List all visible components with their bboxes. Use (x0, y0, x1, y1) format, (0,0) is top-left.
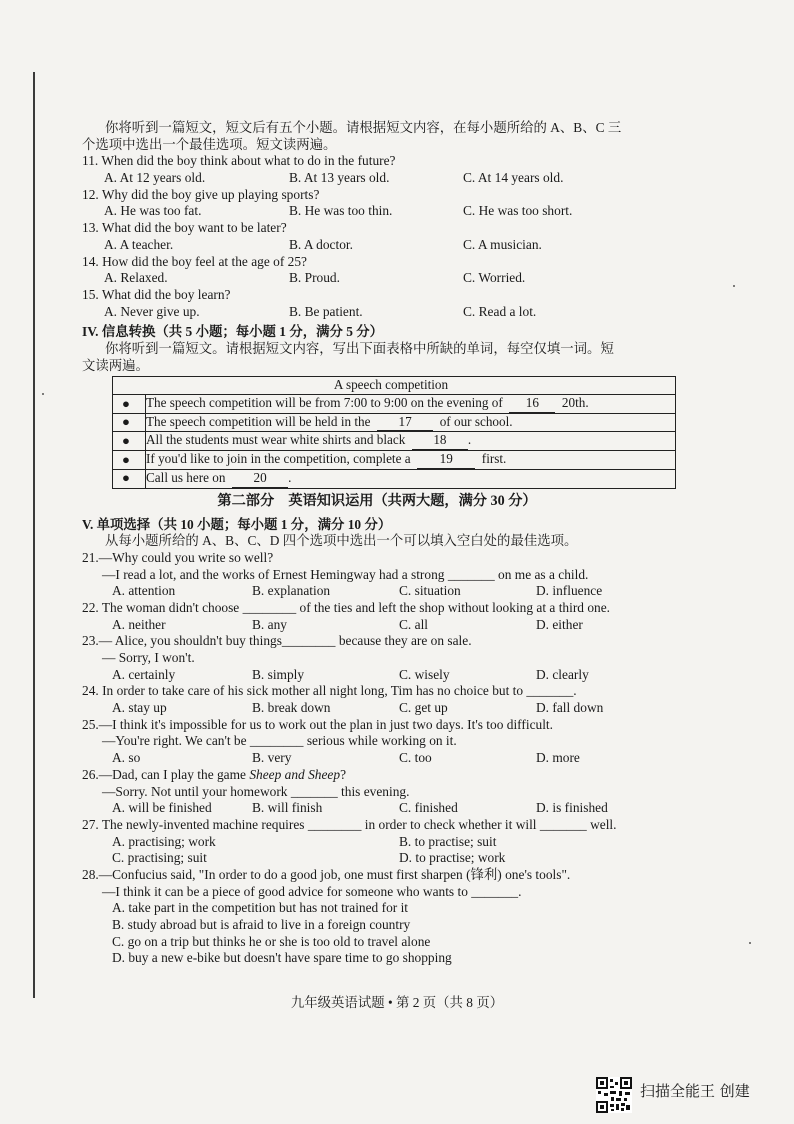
option-b: B. will finish (252, 800, 323, 816)
question-11 (82, 153, 672, 186)
question-14 (82, 254, 672, 287)
option-c: C. too (399, 750, 432, 766)
table-row: ● All the students must wear white shirts and black 18 . (113, 432, 676, 451)
question-24: 24. In order to take care of his sick mother all night long, Tim has no choice but to _______. A. stay up B. break down C. get up D. fall down (82, 683, 604, 716)
option-b: B. study abroad but is afraid to live in a foreign country (112, 917, 411, 933)
option-c: C. get up (399, 700, 448, 716)
game-title: Sheep and Sheep (249, 766, 341, 782)
option-a: A. At 12 years old. (104, 170, 206, 186)
blank-19[interactable]: 19 (417, 451, 475, 469)
option-d: D. more (536, 750, 580, 766)
question-12 (82, 187, 672, 220)
binding-margin-line (33, 72, 35, 998)
question-22: 22. The woman didn't choose ________ of the ties and left the shop without looking at a third one. A. neither B. any C. all D. either (82, 599, 611, 632)
section-3 (82, 120, 672, 320)
option-c: C. Read a lot. (463, 303, 537, 319)
info-table (112, 376, 676, 488)
question-stem: 12. Why did the boy give up playing sports? (82, 186, 320, 202)
question-13 (82, 220, 672, 253)
section-4-intro-cont: 文读两遍。 (82, 357, 149, 373)
question-stem: 11. When did the boy think about what to do in the future? (82, 153, 396, 169)
option-b: B. to practise; suit (399, 833, 497, 849)
option-b: B. simply (252, 666, 305, 682)
question-stem: 15. What did the boy learn? (82, 286, 231, 302)
table-title: A speech competition (113, 377, 676, 395)
qr-code-icon (596, 1077, 632, 1113)
option-a: A. Never give up. (104, 303, 200, 319)
option-a: A. Relaxed. (104, 270, 168, 286)
option-c: C. finished (399, 800, 458, 816)
option-a: A. practising; work (112, 833, 216, 849)
blank-20[interactable]: 20 (232, 470, 288, 488)
speck (733, 285, 735, 287)
section-4-heading: IV. 信息转换（共 5 小题；每小题 1 分，满分 5 分） (82, 324, 384, 340)
page-footer: 九年级英语试题 • 第 2 页（共 8 页） (290, 995, 504, 1010)
option-c: C. all (399, 616, 429, 632)
option-c: C. wisely (399, 666, 450, 682)
table-row: ● The speech competition will be held in the 17 of our school. (113, 413, 676, 432)
option-d: D. buy a new e-bike but doesn't have spare time to go shopping (112, 950, 452, 966)
table-row: ● If you'd like to join in the competition, complete a 19 first. (113, 451, 676, 470)
bullet-icon: ● (113, 469, 146, 488)
option-b: B. very (252, 750, 292, 766)
question-stem: 14. How did the boy feel at the age of 25? (82, 253, 307, 269)
question-26: 26.—Dad, can I play the game Sheep and Sheep? —Sorry. Not until your homework _______ this evening. A. will be finished B. will finish C. finished D. is finished (82, 766, 608, 816)
scanner-watermark: 扫描全能王 创建 (640, 1082, 750, 1100)
option-a: A. certainly (112, 666, 176, 682)
option-d: D. is finished (536, 800, 608, 816)
section-4-intro: 你将听到一篇短文。请根据短文内容，写出下面表格中所缺的单词，每空仅填一词。短 (105, 340, 614, 356)
part-2-heading: 第二部分 英语知识运用（共两大题，满分 30 分） (217, 492, 537, 509)
option-a: A. so (112, 750, 141, 766)
bullet-icon: ● (113, 395, 146, 414)
question-stem: 13. What did the boy want to be later? (82, 220, 287, 236)
option-b: B. He was too thin. (289, 203, 393, 219)
option-c: C. go on a trip but thinks he or she is too old to travel alone (112, 933, 431, 949)
option-d: D. fall down (536, 700, 604, 716)
option-b: B. Proud. (289, 270, 340, 286)
option-d: D. either (536, 616, 583, 632)
section-5 (82, 517, 672, 968)
question-23: 23.— Alice, you shouldn't buy things________ because they are on sale. — Sorry, I won't. A. certainly B. simply C. wisely D. clearly (82, 633, 589, 682)
section-5-heading: V. 单项选择（共 10 小题；每小题 1 分，满分 10 分） (82, 516, 392, 532)
section-3-intro-cont: 个选项中选出一个最佳选项。短文读两遍。 (82, 136, 337, 152)
option-a: A. neither (112, 616, 166, 632)
table-row: ● The speech competition will be from 7:00 to 9:00 on the evening of 16 20th. (113, 395, 676, 414)
option-a: A. He was too fat. (104, 203, 202, 219)
option-a: A. take part in the competition but has not trained for it (112, 900, 409, 916)
option-b: B. At 13 years old. (289, 170, 390, 186)
option-c: C. situation (399, 583, 461, 599)
speck (42, 393, 44, 395)
bullet-icon: ● (113, 432, 146, 451)
option-a: A. A teacher. (104, 236, 174, 252)
option-b: B. Be patient. (289, 303, 363, 319)
option-c: C. At 14 years old. (463, 170, 564, 186)
question-21: 21.—Why could you write so well? —I read a lot, and the works of Ernest Hemingway had a strong _______ on me as a child. A. attention B. explanation C. situation D. influence (82, 549, 603, 599)
option-a: A. stay up (112, 700, 167, 716)
option-b: B. explanation (252, 583, 331, 599)
option-d: D. influence (536, 583, 603, 599)
option-c: C. A musician. (463, 236, 542, 252)
speck (749, 942, 751, 944)
option-b: B. any (252, 616, 287, 632)
option-d: D. clearly (536, 666, 589, 682)
question-27: 27. The newly-invented machine requires ________ in order to check whether it will _______ well. A. practising; work B. to practise; suit C. practising; suit D. to practise; work (82, 816, 617, 866)
option-a: A. will be finished (112, 800, 212, 816)
option-d: D. to practise; work (399, 850, 506, 866)
option-c: C. practising; suit (112, 850, 207, 866)
question-15 (82, 287, 672, 320)
exam-page (82, 120, 672, 967)
bullet-icon: ● (113, 451, 146, 470)
section-4 (82, 324, 672, 488)
option-b: B. A doctor. (289, 236, 353, 252)
bullet-icon: ● (113, 413, 146, 432)
section-3-intro: 你将听到一篇短文，短文后有五个小题。请根据短文内容，在每小题所给的 A、B、C 三 (105, 120, 622, 135)
blank-17[interactable]: 17 (377, 414, 433, 432)
option-c: C. Worried. (463, 270, 526, 286)
table-row: ● Call us here on 20 . (113, 469, 676, 488)
option-c: C. He was too short. (463, 203, 573, 219)
option-a: A. attention (112, 583, 176, 599)
option-b: B. break down (252, 700, 331, 716)
question-25: 25.—I think it's impossible for us to work out the plan in just two days. It's too difficult. —You're right. We can't be ________ serious while working on it. A. so B. very C. too D. more (82, 716, 580, 766)
blank-16[interactable]: 16 (509, 395, 555, 413)
question-28: 28.—Confucius said, "In order to do a good job, one must first sharpen (锋利) one's tools". —I think it can be a piece of good advice for someone who wants to _______. A. take part in the competition but has not trained for it B. study abroad but is afraid to live in a foreign country C. go on a trip but thinks he or she is too old to travel alone D. buy a new e-bike but doesn't have spare time to go shopping (82, 867, 672, 967)
section-5-intro: 从每小题所给的 A、B、C、D 四个选项中选出一个可以填入空白处的最佳选项。 (105, 533, 578, 549)
blank-18[interactable]: 18 (412, 432, 468, 450)
